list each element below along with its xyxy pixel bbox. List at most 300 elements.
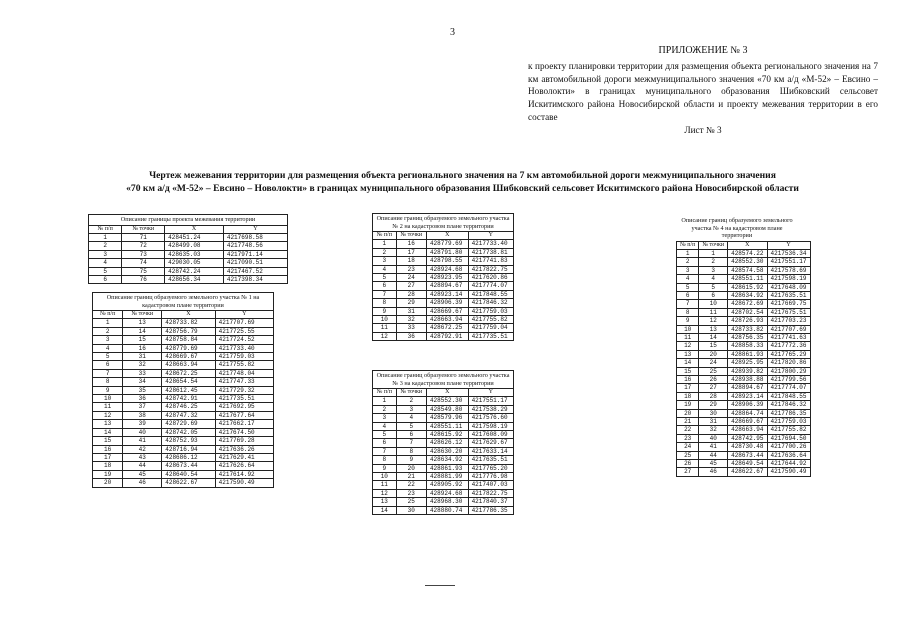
- table-cell: 12: [93, 411, 123, 419]
- boundary-caption: Описание границы проекта межевания территории: [88, 214, 288, 225]
- table-cell: 4217733.40: [215, 344, 273, 352]
- table-row: [373, 405, 514, 413]
- table-cell: 39: [123, 420, 162, 428]
- table-cell: 428673.44: [728, 451, 767, 459]
- table-row: [93, 344, 274, 352]
- table-cell: 10: [373, 473, 397, 481]
- table-cell: 30: [699, 409, 728, 417]
- table-cell: 29: [699, 401, 728, 409]
- table-cell: 12: [677, 342, 699, 350]
- table-row: [373, 248, 514, 256]
- plot1-caption: Описание границ образуемого земельного участка № 1 на кадастровом плане территории: [92, 292, 274, 310]
- table-cell: 4217759.03: [468, 307, 513, 315]
- table-cell: 4217776.98: [468, 473, 513, 481]
- table-row: [93, 369, 274, 377]
- table-cell: 428579.96: [426, 414, 468, 422]
- table-cell: 2: [93, 327, 123, 335]
- table-cell: 428864.74: [728, 409, 767, 417]
- table-row: [373, 316, 514, 324]
- table-cell: 21: [677, 418, 699, 426]
- table-cell: 33: [123, 369, 162, 377]
- table-cell: 4217707.69: [215, 319, 273, 327]
- table-cell: 4217551.17: [767, 258, 810, 266]
- table-cell: 4217759.04: [468, 324, 513, 332]
- table-cell: 23: [677, 434, 699, 442]
- table-cell: 11: [93, 403, 123, 411]
- table-cell: 12: [373, 332, 397, 340]
- table-cell: 6: [93, 361, 123, 369]
- table-row: [373, 498, 514, 506]
- table-cell: 4217629.41: [215, 453, 273, 461]
- table-row: [373, 257, 514, 265]
- table-row: [373, 456, 514, 464]
- table-cell: 428742.91: [162, 395, 215, 403]
- table-cell: 4217398.34: [223, 275, 287, 283]
- table-row: [93, 327, 274, 335]
- table-cell: 6: [396, 431, 426, 439]
- table-cell: 20: [396, 464, 426, 472]
- table-cell: 31: [396, 307, 426, 315]
- table-row: [677, 333, 811, 341]
- table-cell: 14: [677, 359, 699, 367]
- table-cell: 44: [699, 451, 728, 459]
- table-cell: 428669.67: [162, 353, 215, 361]
- table-cell: 7: [93, 369, 123, 377]
- table-cell: 4217590.49: [215, 479, 273, 487]
- appendix-body: к проекту планировки территории для размещения объекта регионального значения на 7 км автомобильной дороги межмуниципального значения «70 км а/д «М-52» – Евсино – Новолокти» в границах муниципального образования Шибковский сельсовет Искитимского района Новосибирской области и проекту межевания территории в его составе: [528, 60, 878, 122]
- table-cell: 428656.34: [165, 275, 224, 283]
- page-number: 3: [450, 27, 455, 38]
- column-header: Y: [223, 225, 287, 233]
- table-cell: 428906.39: [426, 299, 468, 307]
- table-row: [373, 506, 514, 514]
- table-cell: 4217598.19: [468, 422, 513, 430]
- table-cell: 6: [677, 291, 699, 299]
- table-cell: 14: [93, 428, 123, 436]
- table-cell: 3: [373, 257, 397, 265]
- table-row: [677, 434, 811, 442]
- table-cell: 428622.67: [162, 479, 215, 487]
- table-cell: 5: [396, 422, 426, 430]
- table-cell: 4217747.33: [215, 378, 273, 386]
- table-row: [373, 282, 514, 290]
- column-header: № точки: [396, 232, 426, 240]
- table-row: [677, 283, 811, 291]
- table-cell: 73: [122, 250, 165, 258]
- table-cell: 4217536.34: [767, 249, 810, 257]
- table-cell: 2: [699, 258, 728, 266]
- column-header: Y: [468, 232, 513, 240]
- table-cell: 16: [123, 344, 162, 352]
- table-cell: 12: [373, 489, 397, 497]
- table-header-row: [677, 241, 811, 249]
- table-cell: 4217635.51: [767, 291, 810, 299]
- table-cell: 428552.30: [728, 258, 767, 266]
- column-header: № п/п: [373, 389, 397, 397]
- table-cell: 428615.92: [728, 283, 767, 291]
- column-header: X: [426, 389, 468, 397]
- table-cell: 4217669.75: [767, 300, 810, 308]
- table-cell: 1: [373, 240, 397, 248]
- table-row: [373, 422, 514, 430]
- table-cell: 14: [123, 327, 162, 335]
- table-row: [93, 395, 274, 403]
- table-cell: 8: [396, 447, 426, 455]
- table-cell: 4217576.60: [468, 414, 513, 422]
- table-cell: 8: [93, 378, 123, 386]
- table-cell: 4217848.55: [767, 392, 810, 400]
- table-cell: 429030.05: [165, 259, 224, 267]
- table-row: [89, 242, 288, 250]
- table-cell: 33: [396, 324, 426, 332]
- table-cell: 4217765.20: [468, 464, 513, 472]
- table-cell: 40: [123, 428, 162, 436]
- table-cell: 43: [123, 453, 162, 461]
- table-cell: 14: [699, 333, 728, 341]
- table-cell: 4217724.52: [215, 336, 273, 344]
- table-cell: 20: [93, 479, 123, 487]
- table-cell: 72: [122, 242, 165, 250]
- table-cell: 4: [373, 422, 397, 430]
- table-cell: 428880.74: [426, 506, 468, 514]
- table-cell: 6: [89, 275, 122, 283]
- table-cell: 31: [699, 418, 728, 426]
- table-row: [93, 378, 274, 386]
- appendix-sheet: Лист № 3: [684, 124, 722, 135]
- table-row: [677, 426, 811, 434]
- table-row: [373, 332, 514, 340]
- table-cell: 4217799.56: [767, 376, 810, 384]
- table-cell: 45: [699, 460, 728, 468]
- table-cell: 428663.94: [426, 316, 468, 324]
- table-cell: 428742.05: [162, 428, 215, 436]
- table-row: [677, 266, 811, 274]
- table-cell: 428756.79: [162, 327, 215, 335]
- table-cell: 1: [699, 249, 728, 257]
- table-cell: 4217729.32: [215, 386, 273, 394]
- table-row: [373, 489, 514, 497]
- table-cell: 428733.82: [728, 325, 767, 333]
- table-row: [89, 250, 288, 258]
- table-cell: 4217748.56: [223, 242, 287, 250]
- table-cell: 10: [699, 300, 728, 308]
- table-cell: 428686.12: [162, 453, 215, 461]
- table-row: [373, 274, 514, 282]
- plot3-table: [372, 388, 514, 515]
- table-cell: 4217735.51: [215, 395, 273, 403]
- table-cell: 5: [373, 274, 397, 282]
- table-cell: 3: [89, 250, 122, 258]
- table-row: [677, 418, 811, 426]
- table-cell: 428779.69: [162, 344, 215, 352]
- table-cell: 27: [699, 384, 728, 392]
- table-row: [677, 460, 811, 468]
- plot2-table-block: [372, 213, 514, 341]
- table-cell: 5: [677, 283, 699, 291]
- table-row: [677, 291, 811, 299]
- table-cell: 4217769.28: [215, 437, 273, 445]
- table-cell: 31: [123, 353, 162, 361]
- appendix-title: ПРИЛОЖЕНИЕ № 3: [658, 45, 748, 56]
- table-cell: 428746.25: [162, 403, 215, 411]
- table-cell: 428663.94: [162, 361, 215, 369]
- column-header: № точки: [699, 241, 728, 249]
- table-cell: 20: [677, 409, 699, 417]
- table-cell: 4217590.49: [767, 468, 810, 476]
- column-header: Y: [215, 311, 273, 319]
- heading-line-1: Чертеж межевания территории для размещения объекта регионального значения на 7 км автомобильной дороги межмуниципального значения: [149, 170, 776, 181]
- table-cell: 10: [677, 325, 699, 333]
- table-cell: 4217551.17: [468, 397, 513, 405]
- table-row: [373, 439, 514, 447]
- table-cell: 4217662.17: [215, 420, 273, 428]
- table-cell: 20: [699, 350, 728, 358]
- table-cell: 428634.92: [728, 291, 767, 299]
- table-cell: 36: [396, 332, 426, 340]
- table-cell: 24: [677, 443, 699, 451]
- table-cell: 4217755.82: [215, 361, 273, 369]
- table-cell: 4217620.86: [468, 274, 513, 282]
- table-cell: 26: [699, 376, 728, 384]
- table-row: [677, 317, 811, 325]
- column-header: Y: [767, 241, 810, 249]
- table-row: [373, 324, 514, 332]
- table-cell: 13: [699, 325, 728, 333]
- table-row: [677, 258, 811, 266]
- table-cell: 22: [677, 426, 699, 434]
- table-cell: 76: [122, 275, 165, 283]
- table-cell: 3: [373, 414, 397, 422]
- column-header: X: [728, 241, 767, 249]
- table-cell: 4217786.35: [767, 409, 810, 417]
- table-row: [93, 445, 274, 453]
- table-row: [89, 259, 288, 267]
- plot2-caption: Описание границ образуемого земельного участка № 2 на кадастровом плане территории: [372, 213, 514, 231]
- table-cell: 18: [93, 462, 123, 470]
- table-row: [677, 308, 811, 316]
- table-cell: 428551.11: [728, 275, 767, 283]
- table-row: [677, 401, 811, 409]
- table-cell: 2: [396, 397, 426, 405]
- table-cell: 4217090.51: [223, 259, 287, 267]
- column-header: X: [162, 311, 215, 319]
- table-cell: 428574.58: [728, 266, 767, 274]
- table-cell: 16: [93, 445, 123, 453]
- table-cell: 4217644.92: [767, 460, 810, 468]
- table-row: [93, 420, 274, 428]
- table-cell: 28: [396, 290, 426, 298]
- table-cell: 7: [373, 447, 397, 455]
- plot4-caption: Описание границ образуемого земельного участка № 4 на кадастровом плане территории: [681, 217, 793, 239]
- table-cell: 4217846.32: [767, 401, 810, 409]
- table-cell: 18: [396, 257, 426, 265]
- table-cell: 4217774.07: [468, 282, 513, 290]
- table-cell: 428626.12: [426, 439, 468, 447]
- table-cell: 4217840.37: [468, 498, 513, 506]
- table-cell: 4217636.26: [215, 445, 273, 453]
- table-row: [677, 275, 811, 283]
- table-cell: 4217772.36: [767, 342, 810, 350]
- table-row: [93, 386, 274, 394]
- table-cell: 1: [93, 319, 123, 327]
- table-cell: 428654.54: [162, 378, 215, 386]
- table-cell: 4217733.40: [468, 240, 513, 248]
- table-header-row: [373, 232, 514, 240]
- table-cell: 28: [699, 392, 728, 400]
- table-cell: 10: [373, 316, 397, 324]
- table-cell: 4217692.95: [215, 403, 273, 411]
- table-cell: 9: [373, 307, 397, 315]
- table-cell: 4: [677, 275, 699, 283]
- table-cell: 71: [122, 233, 165, 241]
- table-row: [373, 299, 514, 307]
- table-cell: 4217578.69: [767, 266, 810, 274]
- table-cell: 23: [396, 489, 426, 497]
- table-cell: 4217725.55: [215, 327, 273, 335]
- table-row: [677, 376, 811, 384]
- table-cell: 22: [396, 481, 426, 489]
- table-cell: 27: [396, 282, 426, 290]
- table-cell: 428549.80: [426, 405, 468, 413]
- table-cell: 428552.30: [426, 397, 468, 405]
- table-row: [89, 275, 288, 283]
- column-header: № п/п: [89, 225, 122, 233]
- table-row: [373, 431, 514, 439]
- table-cell: 13: [93, 420, 123, 428]
- drawing-heading: [40, 169, 885, 195]
- column-header: № точки: [123, 311, 162, 319]
- table-cell: 428968.30: [426, 498, 468, 506]
- table-cell: 428742.95: [728, 434, 767, 442]
- table-cell: 9: [677, 317, 699, 325]
- table-row: [93, 361, 274, 369]
- table-cell: 4217635.51: [468, 456, 513, 464]
- table-cell: 428622.67: [728, 468, 767, 476]
- table-row: [93, 437, 274, 445]
- table-row: [677, 325, 811, 333]
- table-row: [677, 468, 811, 476]
- column-header: Y: [468, 389, 513, 397]
- table-cell: 15: [677, 367, 699, 375]
- table-cell: 3: [396, 405, 426, 413]
- table-cell: 45: [123, 470, 162, 478]
- table-cell: 4: [396, 414, 426, 422]
- table-cell: 428938.88: [728, 376, 767, 384]
- table-cell: 25: [699, 367, 728, 375]
- table-cell: 4: [89, 259, 122, 267]
- table-cell: 428733.82: [162, 319, 215, 327]
- table-cell: 428672.25: [162, 369, 215, 377]
- plot1-table: [92, 310, 274, 488]
- table-cell: 4217700.26: [767, 443, 810, 451]
- table-cell: 24: [699, 359, 728, 367]
- table-cell: 23: [396, 265, 426, 273]
- table-cell: 428747.32: [162, 411, 215, 419]
- table-cell: 428551.11: [426, 422, 468, 430]
- table-cell: 4: [699, 275, 728, 283]
- table-cell: 428640.54: [162, 470, 215, 478]
- table-row: [677, 249, 811, 257]
- table-cell: 4217707.69: [767, 325, 810, 333]
- table-cell: 4217675.51: [767, 308, 810, 316]
- table-cell: 428634.92: [426, 456, 468, 464]
- table-cell: 2: [89, 242, 122, 250]
- column-header: № п/п: [93, 311, 123, 319]
- table-cell: 4217648.09: [767, 283, 810, 291]
- table-row: [373, 481, 514, 489]
- table-row: [373, 473, 514, 481]
- table-cell: 428894.67: [728, 384, 767, 392]
- table-cell: 7: [396, 439, 426, 447]
- table-cell: 2: [373, 405, 397, 413]
- table-cell: 428630.20: [426, 447, 468, 455]
- table-cell: 19: [677, 401, 699, 409]
- table-cell: 37: [123, 403, 162, 411]
- table-cell: 8: [373, 456, 397, 464]
- footer-divider: [425, 585, 455, 586]
- table-cell: 2: [677, 258, 699, 266]
- table-cell: 428924.68: [426, 265, 468, 273]
- table-cell: 428673.44: [162, 462, 215, 470]
- table-cell: 428702.54: [728, 308, 767, 316]
- table-cell: 428861.93: [426, 464, 468, 472]
- table-row: [677, 443, 811, 451]
- plot2-table: [372, 231, 514, 341]
- table-row: [93, 462, 274, 470]
- table-cell: 7: [677, 300, 699, 308]
- table-cell: 4217755.82: [468, 316, 513, 324]
- table-cell: 4217538.29: [468, 405, 513, 413]
- table-cell: 428669.67: [426, 307, 468, 315]
- table-row: [93, 453, 274, 461]
- table-cell: 24: [396, 274, 426, 282]
- table-cell: 6: [373, 439, 397, 447]
- table-cell: 15: [699, 342, 728, 350]
- table-cell: 11: [373, 481, 397, 489]
- table-cell: 75: [122, 267, 165, 275]
- table-cell: 428663.94: [728, 426, 767, 434]
- table-cell: 11: [677, 333, 699, 341]
- table-cell: 41: [699, 443, 728, 451]
- table-cell: 9: [93, 386, 123, 394]
- table-cell: 428923.95: [426, 274, 468, 282]
- table-cell: 4217759.03: [215, 353, 273, 361]
- table-cell: 428798.55: [426, 257, 468, 265]
- table-row: [93, 336, 274, 344]
- table-cell: 1: [677, 249, 699, 257]
- table-cell: 4217820.86: [767, 359, 810, 367]
- table-cell: 8: [677, 308, 699, 316]
- table-cell: 428635.03: [165, 250, 224, 258]
- table-header-row: [373, 389, 514, 397]
- table-cell: 428791.80: [426, 248, 468, 256]
- table-cell: 32: [123, 361, 162, 369]
- column-header: № п/п: [677, 241, 699, 249]
- table-cell: 9: [396, 456, 426, 464]
- column-header: № точки: [396, 389, 426, 397]
- table-row: [677, 359, 811, 367]
- table-row: [93, 428, 274, 436]
- table-header-row: [93, 311, 274, 319]
- table-cell: 19: [93, 470, 123, 478]
- table-row: [89, 267, 288, 275]
- table-cell: 4217846.32: [468, 299, 513, 307]
- table-cell: 38: [123, 411, 162, 419]
- table-cell: 35: [123, 386, 162, 394]
- plot4-table: [676, 241, 811, 477]
- table-cell: 15: [123, 336, 162, 344]
- table-cell: 16: [677, 376, 699, 384]
